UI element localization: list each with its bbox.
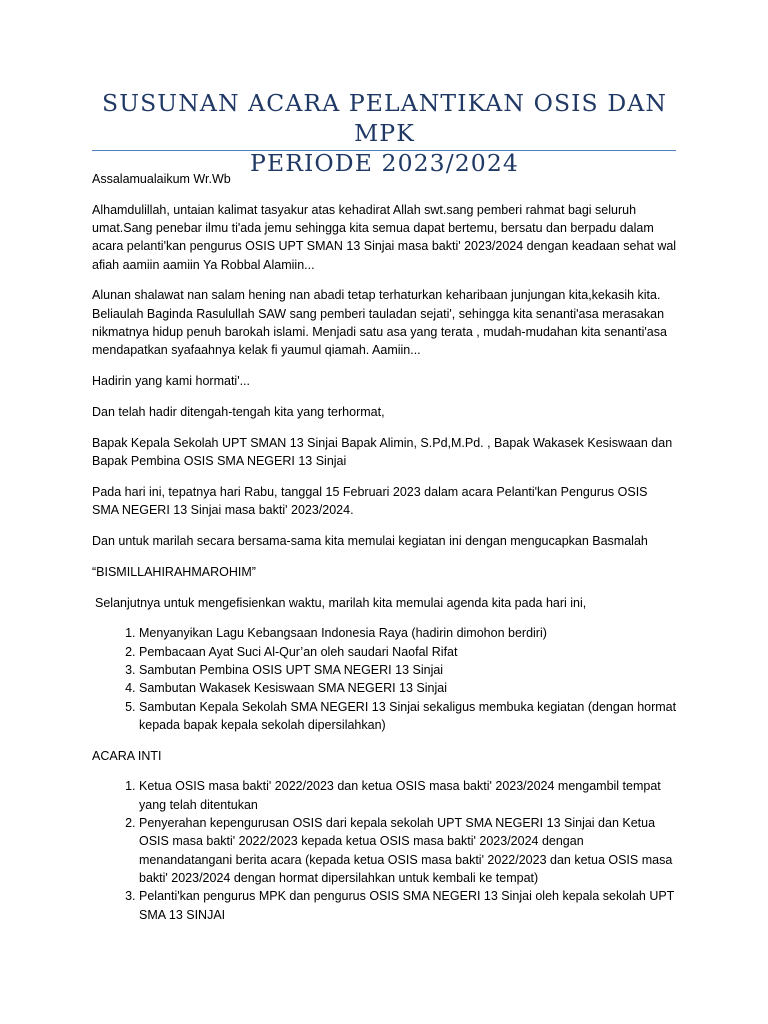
list-item: 5. Sambutan Kepala Sekolah SMA NEGERI 13 Sinjai sekaligus membuka kegiatan (dengan hormat kepada bapak kepala sekolah dipersilahkan) xyxy=(139,698,677,735)
agenda-list xyxy=(92,624,677,734)
paragraph-basmalah: Dan untuk marilah secara bersama-sama kita memulai kegiatan ini dengan mengucapkan Basmalah xyxy=(92,533,648,548)
title-line-2: PERIODE 2023/2024 xyxy=(250,149,519,177)
title-underline xyxy=(92,150,676,151)
acara-inti-list xyxy=(92,777,677,923)
document-body xyxy=(92,170,677,936)
document-title xyxy=(92,88,677,178)
list-item: 1. Ketua OSIS masa bakti' 2022/2023 dan ketua OSIS masa bakti' 2023/2024 mengambil tempat yang telah ditentukan xyxy=(139,777,677,814)
greeting: Assalamualaikum Wr.Wb xyxy=(92,172,231,186)
list-item: 3. Sambutan Pembina OSIS UPT SMA NEGERI 13 Sinjai xyxy=(139,661,677,679)
acara-inti-heading: ACARA INTI xyxy=(92,748,162,763)
paragraph-opening: Alhamdulillah, untaian kalimat tasyakur atas kehadirat Allah swt.sang pemberi rahmat bagi seluruh umat.Sang penebar ilmu ti'ada jemu sehingga kita semua dapat bertemu, bersatu dan berpadu dalam acara pelanti'kan pengurus OSIS UPT SMAN 13 Sinjai masa bakti' 2023/2024 dengan keadaan sehat wal afiah aamiin aamiin Ya Robbal Alamiin... xyxy=(92,202,677,272)
list-item: 2. Pembacaan Ayat Suci Al-Qur’an oleh saudari Naofal Rifat xyxy=(139,643,677,661)
paragraph-hadirin: Hadirin yang kami hormati'... xyxy=(92,374,251,389)
list-item: 4. Sambutan Wakasek Kesiswaan SMA NEGERI 13 Sinjai xyxy=(139,679,677,697)
basmalah-quote: “BISMILLAHIRAHMAROHIM” xyxy=(92,564,256,579)
paragraph-telah-hadir: Dan telah hadir ditengah-tengah kita yang terhormat, xyxy=(92,404,385,419)
list-item: 1. Menyanyikan Lagu Kebangsaan Indonesia Raya (hadirin dimohon berdiri) xyxy=(139,624,677,642)
list-item: 2. Penyerahan kepengurusan OSIS dari kepala sekolah UPT SMA NEGERI 13 Sinjai dan Ketua OSIS masa bakti' 2022/2023 kepada ketua OSIS masa bakti' 2023/2024 dengan menandatangani berita acara (kepada ketua OSIS masa bakti' 2022/2023 dan ketua OSIS masa bakti' 2023/2024 dengan hormat dipersilahkan untuk kembali ke tempat) xyxy=(139,814,677,887)
paragraph-agenda-intro: Selanjutnya untuk mengefisienkan waktu, marilah kita memulai agenda kita pada hari ini, xyxy=(95,595,587,610)
title-line-1: SUSUNAN ACARA PELANTIKAN OSIS DAN MPK xyxy=(102,89,667,147)
list-item: 3. Pelanti'kan pengurus MPK dan pengurus OSIS SMA NEGERI 13 Sinjai oleh kepala sekolah UPT SMA 13 SINJAI xyxy=(139,887,677,924)
paragraph-date: Pada hari ini, tepatnya hari Rabu, tanggal 15 Februari 2023 dalam acara Pelanti'kan Pengurus OSIS SMA NEGERI 13 Sinjai masa bakti' 2023/2024. xyxy=(92,484,648,518)
paragraph-guests: Bapak Kepala Sekolah UPT SMAN 13 Sinjai Bapak Alimin, S.Pd,M.Pd. , Bapak Wakasek Kesiswaan dan Bapak Pembina OSIS SMA NEGERI 13 Sinjai xyxy=(92,435,673,469)
paragraph-shalawat: Alunan shalawat nan salam hening nan abadi tetap terhaturkan keharibaan junjungan kita,kekasih kita. Beliaulah Baginda Rasulullah SAW sang pemberi tauladan sejati', sehingga kita senanti'asa merasakan nikmatnya hidup penuh barokah islami. Menjadi satu asa yang terata , mudah-mudahan kita senanti'asa mendapatkan syafaahnya kelak fi yaumul qiamah. Aamiin... xyxy=(92,288,667,358)
